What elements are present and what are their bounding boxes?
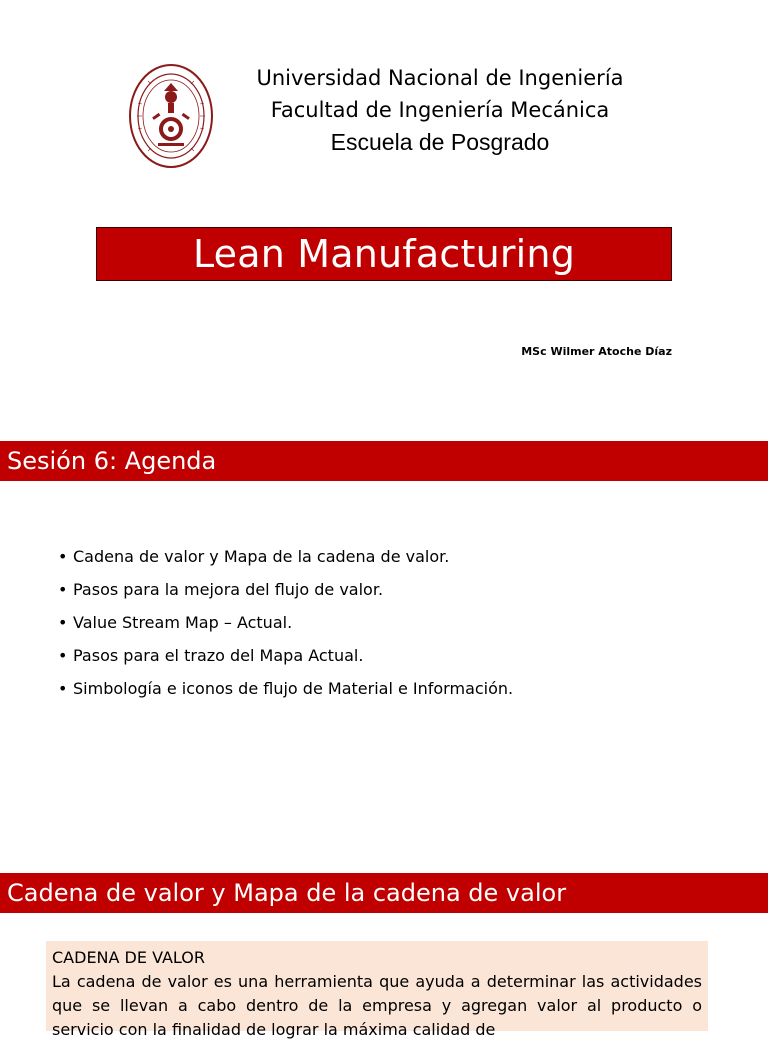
agenda-item-text: Pasos para el trazo del Mapa Actual. xyxy=(73,646,364,665)
agenda-item xyxy=(58,573,513,606)
agenda-item-text: Pasos para la mejora del flujo de valor. xyxy=(73,580,384,599)
agenda-list xyxy=(58,540,513,705)
agenda-item xyxy=(58,672,513,705)
bullet-icon: • xyxy=(58,580,68,599)
course-title-box xyxy=(96,227,672,281)
section-heading-bar xyxy=(0,873,768,913)
bullet-icon: • xyxy=(58,679,68,698)
session-heading: Sesión 6: Agenda xyxy=(7,447,217,475)
bullet-icon: • xyxy=(58,613,68,632)
agenda-item-text: Cadena de valor y Mapa de la cadena de valor. xyxy=(73,547,450,566)
course-title: Lean Manufacturing xyxy=(192,232,576,276)
definition-text: La cadena de valor es una herramienta que ayuda a determinar las actividades que se llevan a cabo dentro de la empresa y agregan valor al producto o servicio con la finalidad de lograr la máxima calidad de xyxy=(52,972,702,1039)
bullet-icon: • xyxy=(58,547,68,566)
section-heading: Cadena de valor y Mapa de la cadena de valor xyxy=(7,879,567,907)
agenda-item xyxy=(58,639,513,672)
university-name: Universidad Nacional de Ingeniería xyxy=(256,66,624,90)
session-heading-bar xyxy=(0,441,768,481)
author-name: MSc Wilmer Atoche Díaz xyxy=(521,345,672,358)
agenda-item-text: Simbología e iconos de flujo de Material e Información. xyxy=(73,679,514,698)
definition-box xyxy=(46,941,708,1039)
university-seal-icon xyxy=(128,63,214,169)
bullet-icon: • xyxy=(58,646,68,665)
definition-heading: CADENA DE VALOR xyxy=(52,948,205,967)
agenda-item-text: Value Stream Map – Actual. xyxy=(73,613,293,632)
agenda-item xyxy=(58,606,513,639)
school-name: Escuela de Posgrado xyxy=(330,129,550,155)
faculty-name: Facultad de Ingeniería Mecánica xyxy=(270,98,610,122)
agenda-item xyxy=(58,540,513,573)
